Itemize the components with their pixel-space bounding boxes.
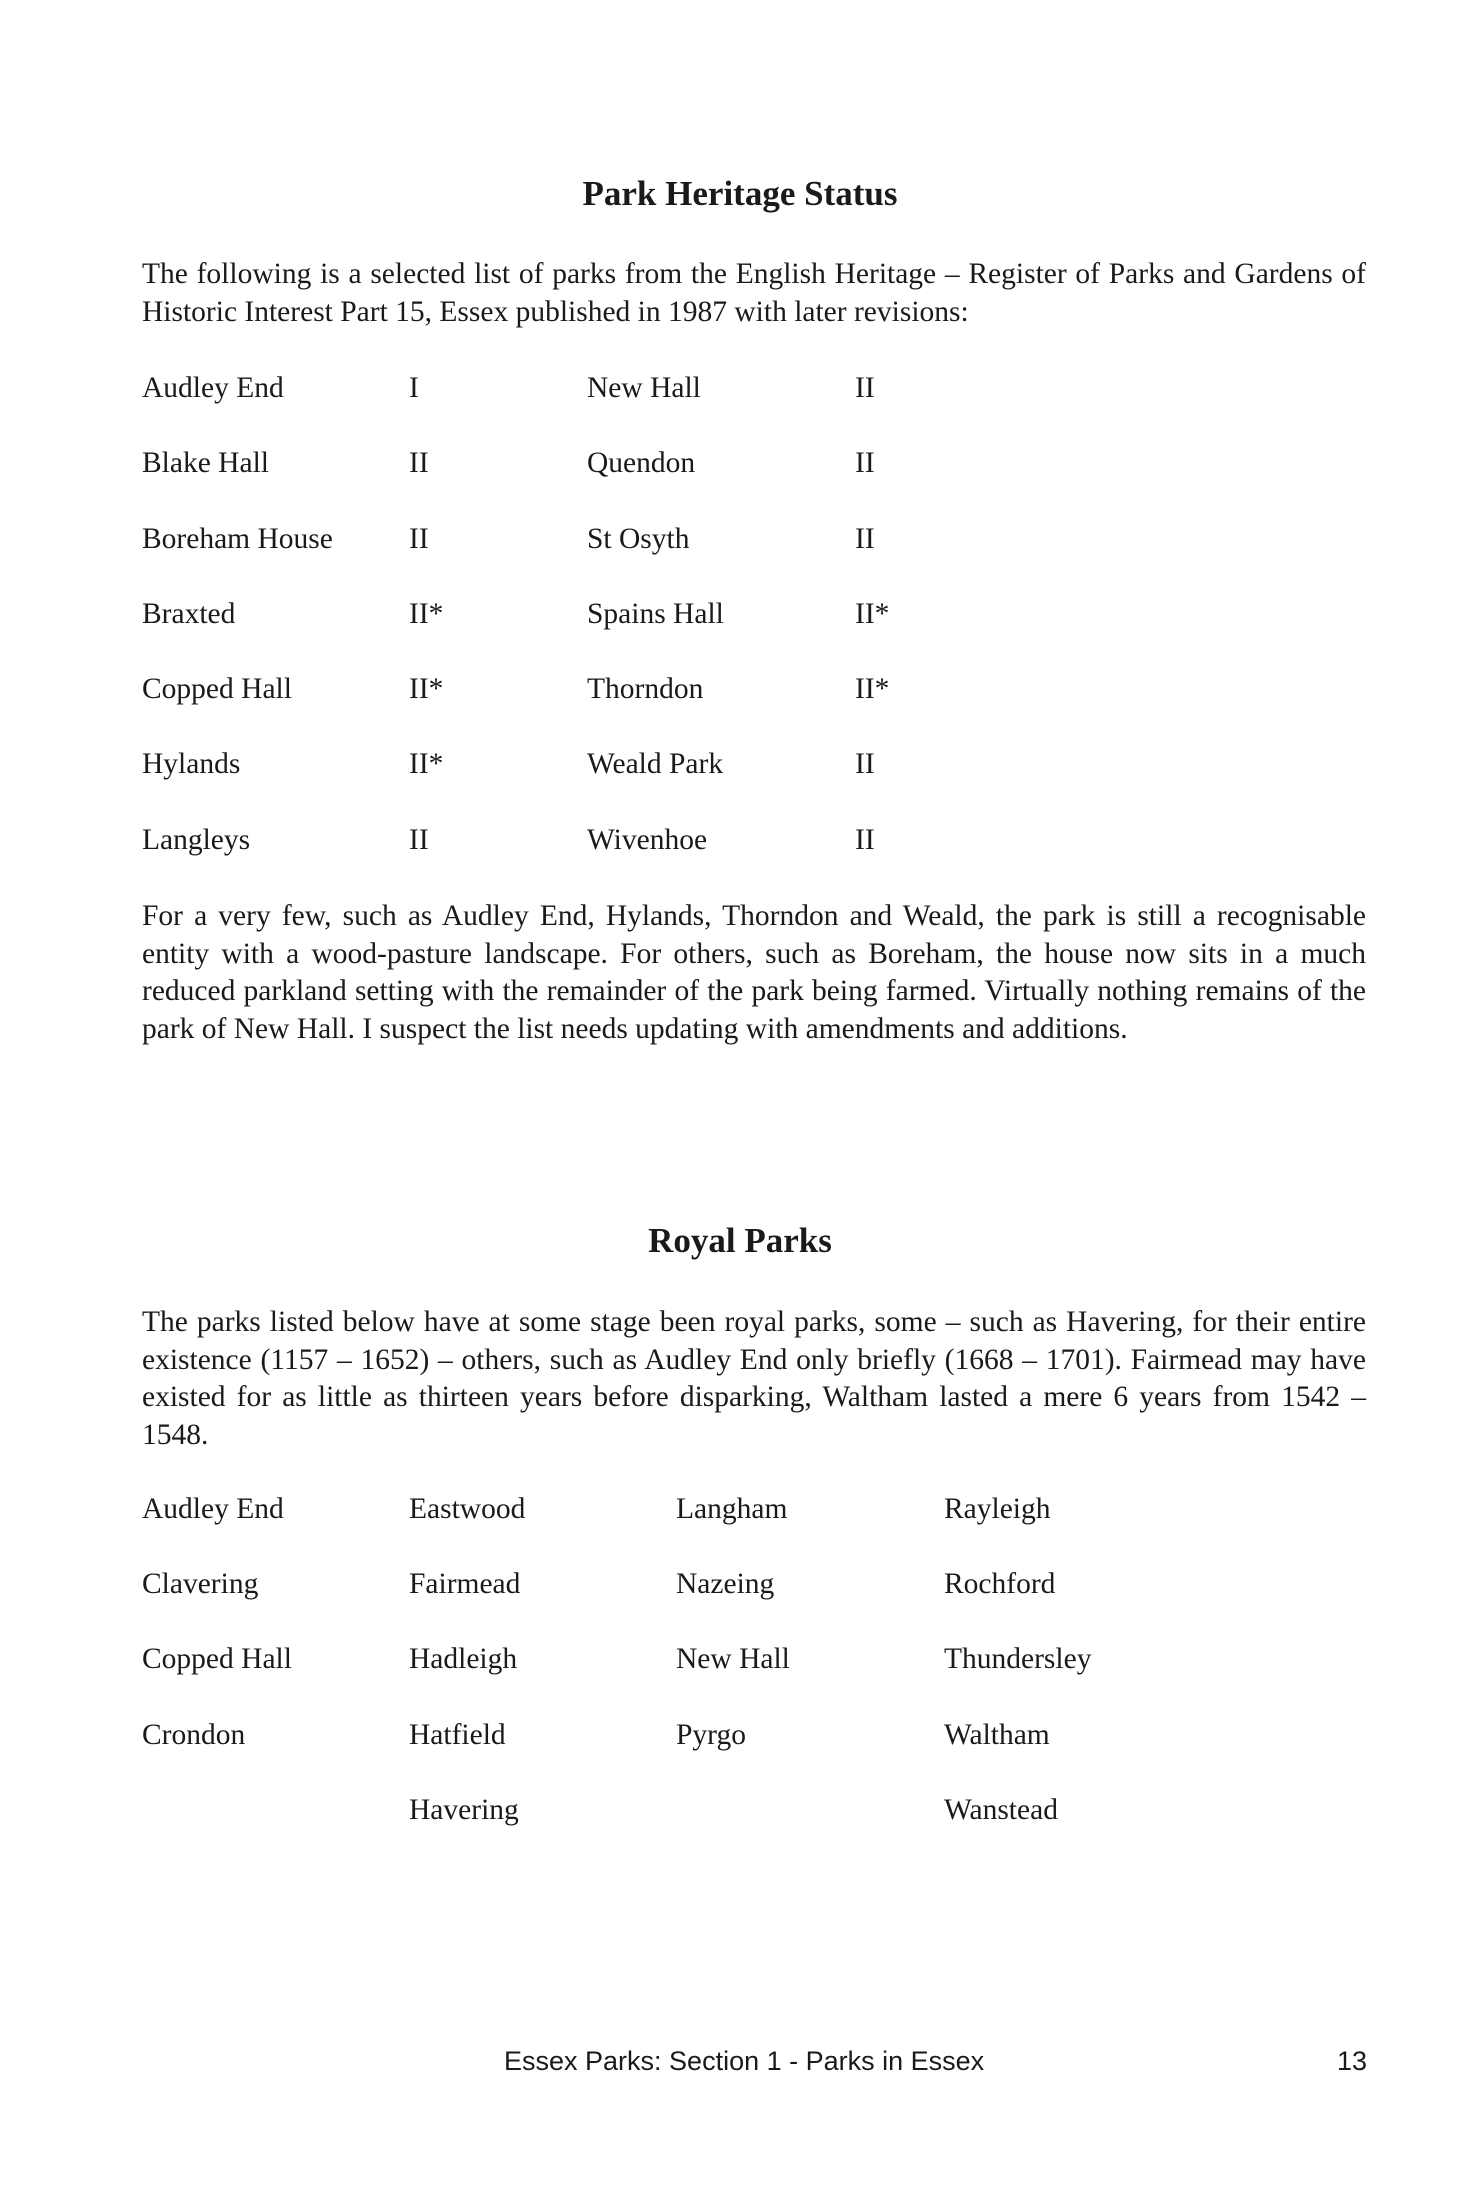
heritage-park-name: St Osyth bbox=[587, 523, 690, 555]
royal-park-name: Waltham bbox=[944, 1719, 1050, 1751]
royal-park-name: Eastwood bbox=[409, 1493, 526, 1525]
heritage-park-grade: II* bbox=[855, 673, 890, 705]
royal-parks-intro-text: The parks listed below have at some stage been royal parks, some – such as Havering, for their entire existence (1157 – 1652) – others, such as Audley End only briefly (1668 – 1701). Fairmead may have existed for as little as thirteen years before disparking, Waltham lasted a mere 6 years from 1542 – 1548. bbox=[142, 1306, 1366, 1451]
heritage-park-name: Hylands bbox=[142, 748, 241, 780]
heritage-park-name: Braxted bbox=[142, 598, 236, 630]
royal-park-name: Langham bbox=[676, 1493, 788, 1525]
royal-park-name: Wanstead bbox=[944, 1794, 1058, 1826]
royal-park-name: Rochford bbox=[944, 1568, 1056, 1600]
heritage-closing-text: For a very few, such as Audley End, Hylands, Thorndon and Weald, the park is still a recognisable entity with a wood-pasture landscape. For others, such as Boreham, the house now sits in a much reduced parkland setting with the remainder of the park being farmed. Virtually nothing remains of the park of New Hall. I suspect the list needs updating with amendments and additions. bbox=[142, 900, 1366, 1045]
heritage-park-grade: II bbox=[855, 523, 875, 555]
heritage-park-grade: II bbox=[855, 748, 875, 780]
heritage-park-name: Thorndon bbox=[587, 673, 704, 705]
royal-park-name: Crondon bbox=[142, 1719, 246, 1751]
royal-park-name: Pyrgo bbox=[676, 1719, 746, 1751]
heritage-park-name: Spains Hall bbox=[587, 598, 724, 630]
heritage-park-name: Audley End bbox=[142, 372, 284, 404]
heritage-park-grade: II* bbox=[409, 673, 444, 705]
heritage-park-grade: II bbox=[409, 447, 429, 479]
heritage-park-name: Copped Hall bbox=[142, 673, 292, 705]
heritage-park-grade: II bbox=[409, 523, 429, 555]
heritage-park-name: Weald Park bbox=[587, 748, 724, 780]
royal-park-name: Hadleigh bbox=[409, 1643, 518, 1675]
heritage-park-grade: II* bbox=[409, 748, 444, 780]
royal-park-name: New Hall bbox=[676, 1643, 790, 1675]
heritage-park-grade: II bbox=[855, 372, 875, 404]
heritage-park-name: Wivenhoe bbox=[587, 824, 708, 856]
heritage-park-grade: II bbox=[855, 824, 875, 856]
heritage-park-grade: II* bbox=[409, 598, 444, 630]
heritage-intro-text: The following is a selected list of parks from the English Heritage – Register of Parks and Gardens of Historic Interest Part 15, Essex published in 1987 with later revisions: bbox=[142, 258, 1366, 328]
heritage-park-grade: II* bbox=[855, 598, 890, 630]
royal-park-name: Nazeing bbox=[676, 1568, 775, 1600]
royal-park-name: Clavering bbox=[142, 1568, 259, 1600]
page-number: 13 bbox=[1337, 2046, 1368, 2076]
footer-title: Essex Parks: Section 1 - Parks in Essex bbox=[504, 2046, 985, 2076]
heritage-park-name: New Hall bbox=[587, 372, 701, 404]
heritage-intro bbox=[142, 256, 1366, 331]
royal-park-name: Thundersley bbox=[944, 1643, 1092, 1675]
royal-park-name: Hatfield bbox=[409, 1719, 506, 1751]
royal-park-name: Rayleigh bbox=[944, 1493, 1051, 1525]
heritage-closing bbox=[142, 898, 1366, 1048]
royal-park-name: Havering bbox=[409, 1794, 519, 1826]
heritage-park-name: Langleys bbox=[142, 824, 251, 856]
heritage-park-name: Quendon bbox=[587, 447, 696, 479]
heritage-park-name: Blake Hall bbox=[142, 447, 269, 479]
heritage-park-grade: I bbox=[409, 372, 419, 404]
royal-park-name: Copped Hall bbox=[142, 1643, 292, 1675]
royal-parks-intro bbox=[142, 1304, 1366, 1454]
heritage-park-name: Boreham House bbox=[142, 523, 333, 555]
royal-park-name: Fairmead bbox=[409, 1568, 521, 1600]
heritage-park-grade: II bbox=[409, 824, 429, 856]
heritage-heading: Park Heritage Status bbox=[582, 174, 898, 213]
heritage-park-grade: II bbox=[855, 447, 875, 479]
royal-parks-heading: Royal Parks bbox=[648, 1221, 832, 1260]
royal-park-name: Audley End bbox=[142, 1493, 284, 1525]
